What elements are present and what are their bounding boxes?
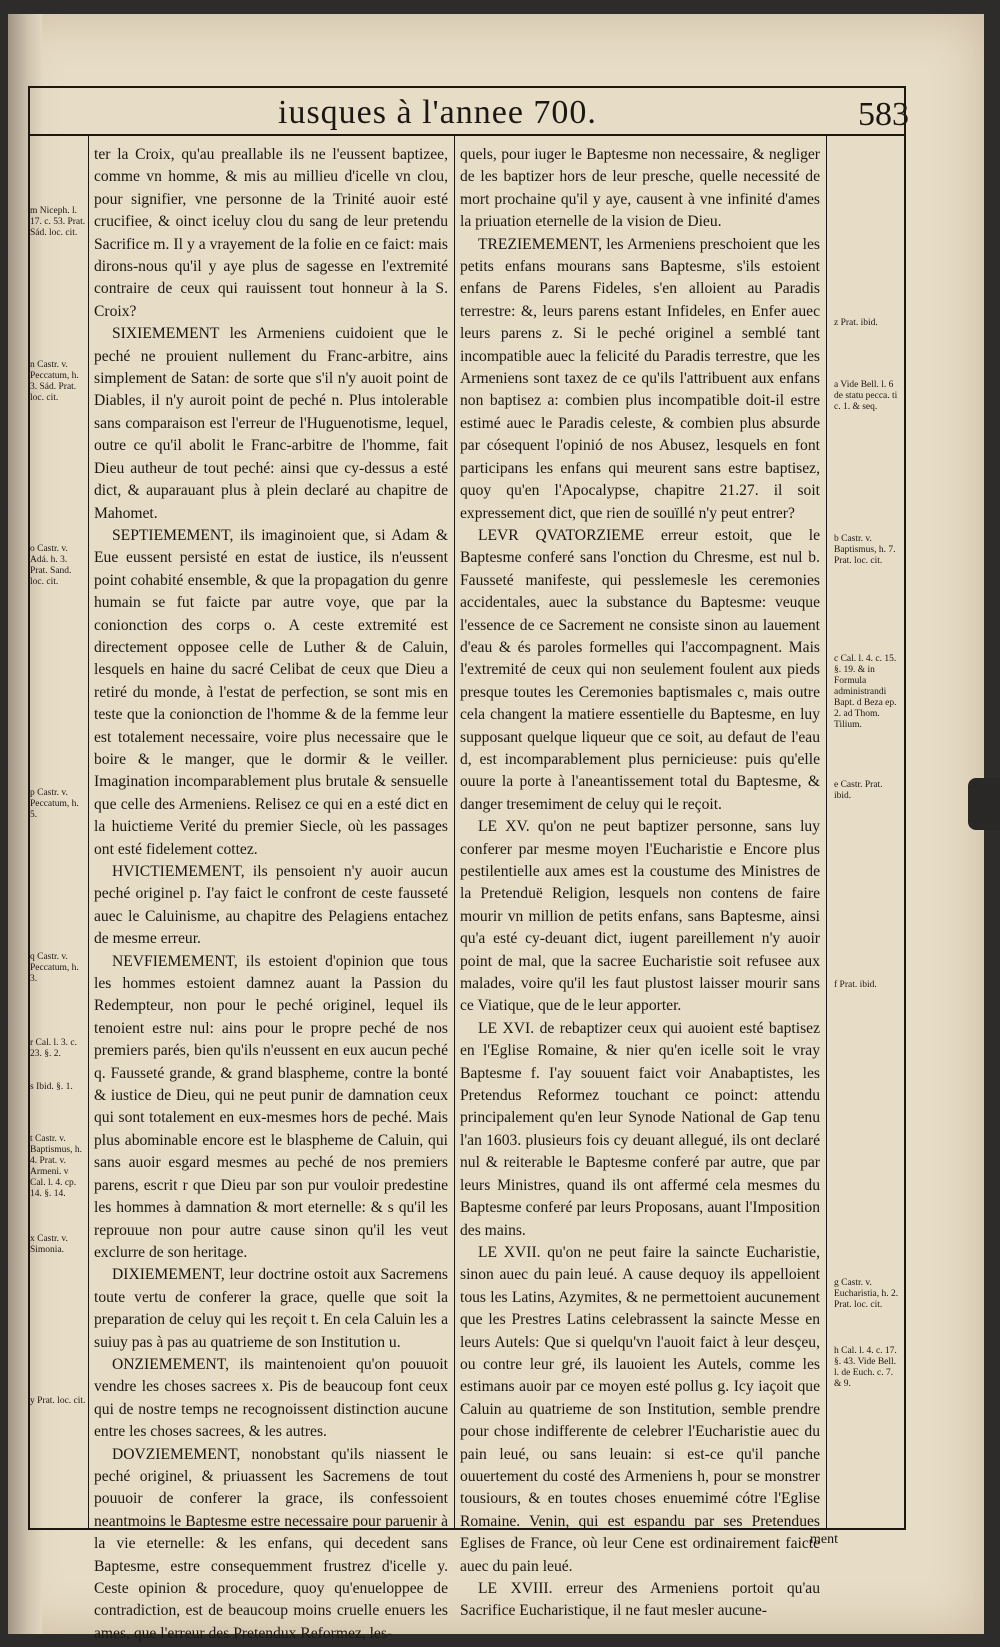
margin-note-b: b Castr. v. Baptismus, h. 7. Prat. loc. cit.	[834, 534, 896, 566]
paragraph-dixiemement: DIXIEMEMENT, leur doctrine ostoit aux Sacremens toute vertu de conferer la grace, quelle que soit la preparation de celuy qui les reçoit t. En cela Caluin les a suiuy pas à pas au quatrieme de son Institution u.	[94, 1266, 448, 1351]
book-page	[8, 14, 984, 1642]
paragraph-douziemement: DOVZIEMEMENT, nonobstant qu'ils niassent le peché originel, & priuassent les Sacremens de tout pouuoir de conferer la grace, ils confessoient neantmoins le Baptesme estre necessaire pour paruenir à la vie eternelle: & les enfans, qui decedent sans Baptesme, estre consequemment frustrez d'icelle y. Ceste opinion & procedure, quoy qu'enueloppee de contradiction, est de beaucoup moins cruelle enuers les ames, que l'erreur des Pretendux Reformez, les-	[94, 1445, 448, 1642]
paragraph-treziemement: TREZIEMEMENT, les Armeniens preschoient que les petits enfans mourans sans Baptesme, s'ils estoient enfans de Parens Fideles, s'en alloient au Paradis terrestre: &, leurs parens estant Infideles, en Enfer auec leurs parens z. Si le peché originel a semblé tant incompatible auec la felicité du Paradis terrestre, que les Armeniens sont taxez de ce qu'ils l'attribuent aux enfans non baptisez a: combien plus incompatible doit-il estre estimé auec le Paradis celeste, & combien plus absurde par cósequent l'opinió de nos Abusez, lesquels en font participans les enfans qui meurent sans estre baptisez, quoy qu'en l'Apocalypse, chapitre 21.27. il soit expressement dict, que rien de souïllé n'y peut entrer?	[460, 235, 820, 522]
margin-note-q: q Castr. v. Peccatum, h. 3.	[30, 952, 79, 984]
paragraph-septiemement: SEPTIEMEMENT, ils imaginoient que, si Adam & Eue eussent persisté en estat de iustice, ils n'eussent point cohabité ensemble, & que la propagation du genre humain se fut faicte par autre voye, que par la conionction des corps o. A ceste extremité est directement opposee celle de Luther & de Caluin, lesquels en haine du sacré Celibat de ceux que Dieu a retiré du monde, à l'estat de perfection, se sont mis en teste que la conionction de l'homme & de la femme leur est totalement necessaire, voire plus necessaire que le boire & le manger, que le dormir & le veiller. Imagination incomparablement plus brutale & sensuelle que celle des Armeniens. Relisez ce qui en a esté dict en la huictieme Verité du premier Siecle, où les passages ont esté fidelement cottez.	[94, 526, 448, 858]
margin-note-c-d: c Cal. l. 4. c. 15. §. 19. & in Formula administrandi Bapt. d Beza ep. 2. ad Thom. Tilium.	[834, 654, 897, 730]
margin-note-m: m Niceph. l. 17. c. 53. Prat. Sád. loc. cit.	[30, 206, 86, 238]
paragraph-continuation-right: quels, pour iuger le Baptesme non necessaire, & negliger de les baptizer hors de leur presche, quelle necessité de mort prochaine qu'il y aye, causent à vne infinité d'ames la priuation eternelle de la vision de Dieu.	[460, 146, 820, 231]
margin-note-o: o Castr. v. Adá. h. 3. Prat. Sand. loc. cit.	[30, 544, 72, 587]
header-bottom-rule	[28, 134, 906, 136]
paragraph-onziemement: ONZIEMEMENT, ils maintenoient qu'on pouuoit vendre les choses sacrees x. Pis de beaucoup font ceux qui de nostre temps ne recognoissent distinction aucune entre les choses sacrees, & les autres.	[94, 1355, 448, 1441]
right-margin-rule	[826, 136, 827, 1528]
paragraph-xv: LE XV. qu'on ne peut baptizer personne, sans luy conferer par mesme moyen l'Eucharistie e Encore plus pestilentielle aux ames est la coustume des Ministres de la Pretenduë Religion, lesquels non contens de faire mourir vn million de petits enfans, sans Baptesme, ainsi qu'a esté cy-deuant dict, iugent pareillement n'y auoir point de mal, que la sacree Eucharistie soit refusee aux malades, voire qu'il les faut plustost laisser mourir sans ce Viatique, que de le leur apporter.	[460, 818, 820, 1015]
paragraph-quatorzieme: LEVR QVATORZIEME erreur estoit, que le Baptesme conferé sans l'onction du Chresme, est nul b. Fausseté manifeste, qui pesslemesle les ceremonies accidentales, auec la substance du Baptesme: veuque l'essence de ce Sacrement ne consiste sinon au lauement d'eau & és paroles formelles qui l'accompagnent. Mais l'extremité de ceux qui non seulement foulent aux pieds presque toutes les Ceremonies baptismales c, mais outre cela changent la matiere essentielle du Baptesme, en luy supposant quelque liqueur que ce soit, au defaut de l'eau d, est incomparablement plus pernicieuse: puis qu'elle ouure la porte à l'aneantissement total du Baptesme, & danger tresemiment de celuy qui le reçoit.	[460, 526, 820, 813]
running-title: iusques à l'annee 700.	[278, 94, 597, 131]
left-margin-rule	[88, 136, 89, 1528]
margin-note-x: x Castr. v. Simonia.	[30, 1234, 68, 1255]
paragraph-neufiemement: NEVFIEMEMENT, ils estoient d'opinion que tous les hommes estoient damnez auant la Passion du Redempteur, non pour le peché originel, lequel ils tenoient estre nul: ains pour le propre peché de nos premiers parés, bien qu'ils n'eussent en eux aucun peché q. Fausseté grande, & grand blaspheme, contre la bonté & iustice de Dieu, qui ne peut punir de damnation ceux qui sont totalement en eux-mesmes hors de peché. Mais plus abominable encore est le blaspheme de Caluin, qui sans auoir esgard mesmes au peché de nos premiers parens, escrit r que Dieu par son pur vouloir predestine les hommes à damnation & mort eternelle: & s qu'il les reprouue non pour autre cause sinon qu'il les veut exclurre de son heritage.	[94, 952, 448, 1261]
margin-note-g: g Castr. v. Eucharistia, h. 2. Prat. loc. cit.	[834, 1278, 899, 1310]
margin-note-s: s Ibid. §. 1.	[30, 1082, 73, 1092]
paragraph-xviii: LE XVIII. erreur des Armeniens portoit qu'au Sacrifice Eucharistique, il ne faut mesler aucune-	[460, 1580, 820, 1620]
paragraph-huictiemement: HVICTIEMEMENT, ils pensoient n'y auoir aucun peché originel p. I'ay faict le confront de ceste fausseté auec le Caluinisme, au chapitre des Pelagiens entachez de mesme erreur.	[94, 863, 448, 948]
margin-note-h: h Cal. l. 4. c. 17. §. 43. Vide Bell. l. de Euch. c. 7. & 9.	[834, 1346, 897, 1389]
frame-right-rule	[904, 86, 906, 1530]
column-divider-rule	[454, 136, 455, 1528]
margin-note-n: n Castr. v. Peccatum, h. 3. Sád. Prat. loc. cit.	[30, 360, 79, 403]
catchword: ment	[810, 1532, 838, 1547]
right-text-column	[460, 144, 820, 1623]
margin-note-f: f Prat. ibid.	[834, 980, 877, 990]
margin-note-a: a Vide Bell. l. 6 de statu pecca. ti c. 1. & seq.	[834, 380, 898, 412]
margin-note-r: r Cal. l. 3. c. 23. §. 2.	[30, 1038, 77, 1059]
paragraph-xvii: LE XVII. qu'on ne peut faire la saincte Eucharistie, sinon auec du pain leué. A cause dequoy ils appelloient tous les Latins, Azymites, & ne permettoient aucunement que les Prestres Latins celebrassent la saincte Messe en leurs Autels: Que si quelqu'vn l'auoit faict à leur desçeu, ou contre leur gré, ils lauoient les Autels, comme les estimans auoir par ce moyen esté pollus g. Icy iaçoit que Caluin au quatrieme de son Institution, semble prendre pour chose indifferente de celebrer l'Eucharistie auec du pain leué, ou sans leuain: si est-ce qu'il panche ouuertement du costé des Armeniens h, pour se monstrer tousiours, & en toutes choses enuemimé cótre l'Eglise Romaine. Venin, qui est espandu par ses Pretendues Eglises de France, où leur Cene est ordinairement faicte auec du pain leué.	[460, 1243, 820, 1575]
paragraph-continuation: ter la Croix, qu'au preallable ils ne l'eussent baptizee, comme vn homme, & mis au millieu d'icelle vn clou, pour signifier, vne personne de la Trinité auoir esté crucifiee, & oinct iceluy clou du sang de leur pretendu Sacrifice m. Il y a vrayement de la folie en ce faict: mais dirons-nous qu'il y aye plus de sagesse en l'extremité contraire de ceux qui rauissent tout honneur à la S. Croix?	[94, 146, 448, 320]
margin-note-e: e Castr. Prat. ibid.	[834, 780, 883, 801]
page-number: 583	[858, 96, 909, 133]
paragraph-xvi: LE XVI. de rebaptizer ceux qui auoient esté baptisez en l'Eglise Romaine, & nier qu'en icelle soit le vray Baptesme f. I'ay souuent faict voir Anabaptistes, les Pretendus Reformez touchant ce poinct: attendu principalement qu'en leur Synode National de Gap tenu l'an 1603. plusieurs fois cy deuant allegué, ils ont declaré nul & reiterable le Baptesme conferé par autre, que par leurs Ministres, quand ils ont affermé cela mesmes du Baptesme conferé par leurs Proposans, auant l'Imposition des mains.	[460, 1019, 820, 1239]
left-text-column	[94, 144, 448, 1645]
bookmark-clip	[968, 778, 1000, 830]
margin-note-z: z Prat. ibid.	[834, 318, 878, 328]
margin-note-t: t Castr. v. Baptismus, h. 4. Prat. v. Armeni. v Cal. l. 4. cp. 14. §. 14.	[30, 1134, 82, 1199]
header-top-rule	[28, 86, 906, 88]
paragraph-sixiemement: SIXIEMEMENT les Armeniens cuidoient que le peché ne prouient nullement du Franc-arbitre, ains simplement de Satan: de sorte que s'il n'y auoit point de Diables, il n'y auroit point de peché n. Plus intolerable sans comparaison est l'erreur de l'Huguenotisme, lequel, outre ce qu'il abolit le Franc-arbitre de l'homme, fait Dieu autheur de tout peché: ainsi que cy-dessus a esté dict, & auparauant plus à plein declaré au chapitre de Mahomet.	[94, 325, 448, 522]
margin-note-y: y Prat. loc. cit.	[30, 1396, 86, 1406]
page-binding-edge	[8, 14, 42, 1634]
margin-note-p: p Castr. v. Peccatum, h. 5.	[30, 788, 79, 820]
